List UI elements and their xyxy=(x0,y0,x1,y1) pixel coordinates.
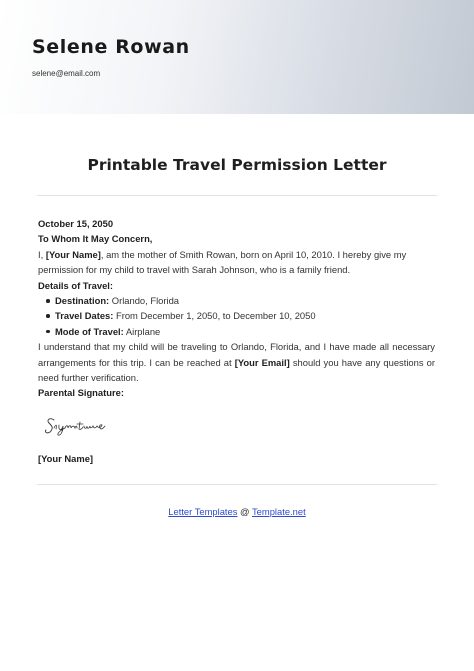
intro-prefix: I, xyxy=(38,248,46,260)
bottom-divider xyxy=(37,484,437,485)
detail-label: Travel Dates: xyxy=(55,310,114,322)
your-name-placeholder: [Your Name] xyxy=(45,248,101,260)
signature-heading: Parental Signature: xyxy=(38,387,124,399)
signature-name: [Your Name] xyxy=(38,453,94,464)
detail-label: Mode of Travel: xyxy=(55,325,124,337)
intro-paragraph xyxy=(38,247,435,278)
sender-email: selene@email.com xyxy=(32,69,101,78)
list-item xyxy=(46,293,435,308)
footer-separator: @ xyxy=(237,506,252,517)
signature-image xyxy=(44,414,124,438)
detail-value: From December 1, 2050, to December 10, 2050 xyxy=(113,310,316,322)
list-item xyxy=(46,308,435,323)
top-divider xyxy=(37,195,437,196)
letterhead xyxy=(0,0,474,114)
template-net-link[interactable]: Template.net xyxy=(252,506,306,517)
list-item xyxy=(46,324,435,339)
intro-text: , am the mother of Smith Rowan, born on April 10, 2010. I hereby give my permission for my child to travel with Sarah Johnson, who is a family friend. xyxy=(38,248,407,276)
detail-value: Airplane xyxy=(123,325,161,337)
letter-body xyxy=(38,216,435,401)
closing-paragraph xyxy=(38,339,435,385)
handwritten-signature xyxy=(44,414,124,438)
closing-after: should you have any questions or need further verification. xyxy=(38,356,435,384)
letter-date: October 15, 2050 xyxy=(38,218,114,229)
closing-before: I understand that my child will be traveling to Orlando, Florida, and I have made all necessary arrangements for this trip. I can be reached at xyxy=(38,341,435,368)
travel-details-list xyxy=(38,293,435,339)
detail-value: Orlando, Florida xyxy=(109,295,179,307)
footer xyxy=(0,506,474,517)
letter-templates-link[interactable]: Letter Templates xyxy=(168,506,238,517)
salutation: To Whom It May Concern, xyxy=(38,233,153,245)
details-heading: Details of Travel: xyxy=(38,279,114,291)
detail-label: Destination: xyxy=(55,295,110,307)
page-title: Printable Travel Permission Letter xyxy=(87,156,387,174)
sender-name: Selene Rowan xyxy=(32,36,190,58)
your-email-placeholder: [Your Email] xyxy=(234,356,290,368)
